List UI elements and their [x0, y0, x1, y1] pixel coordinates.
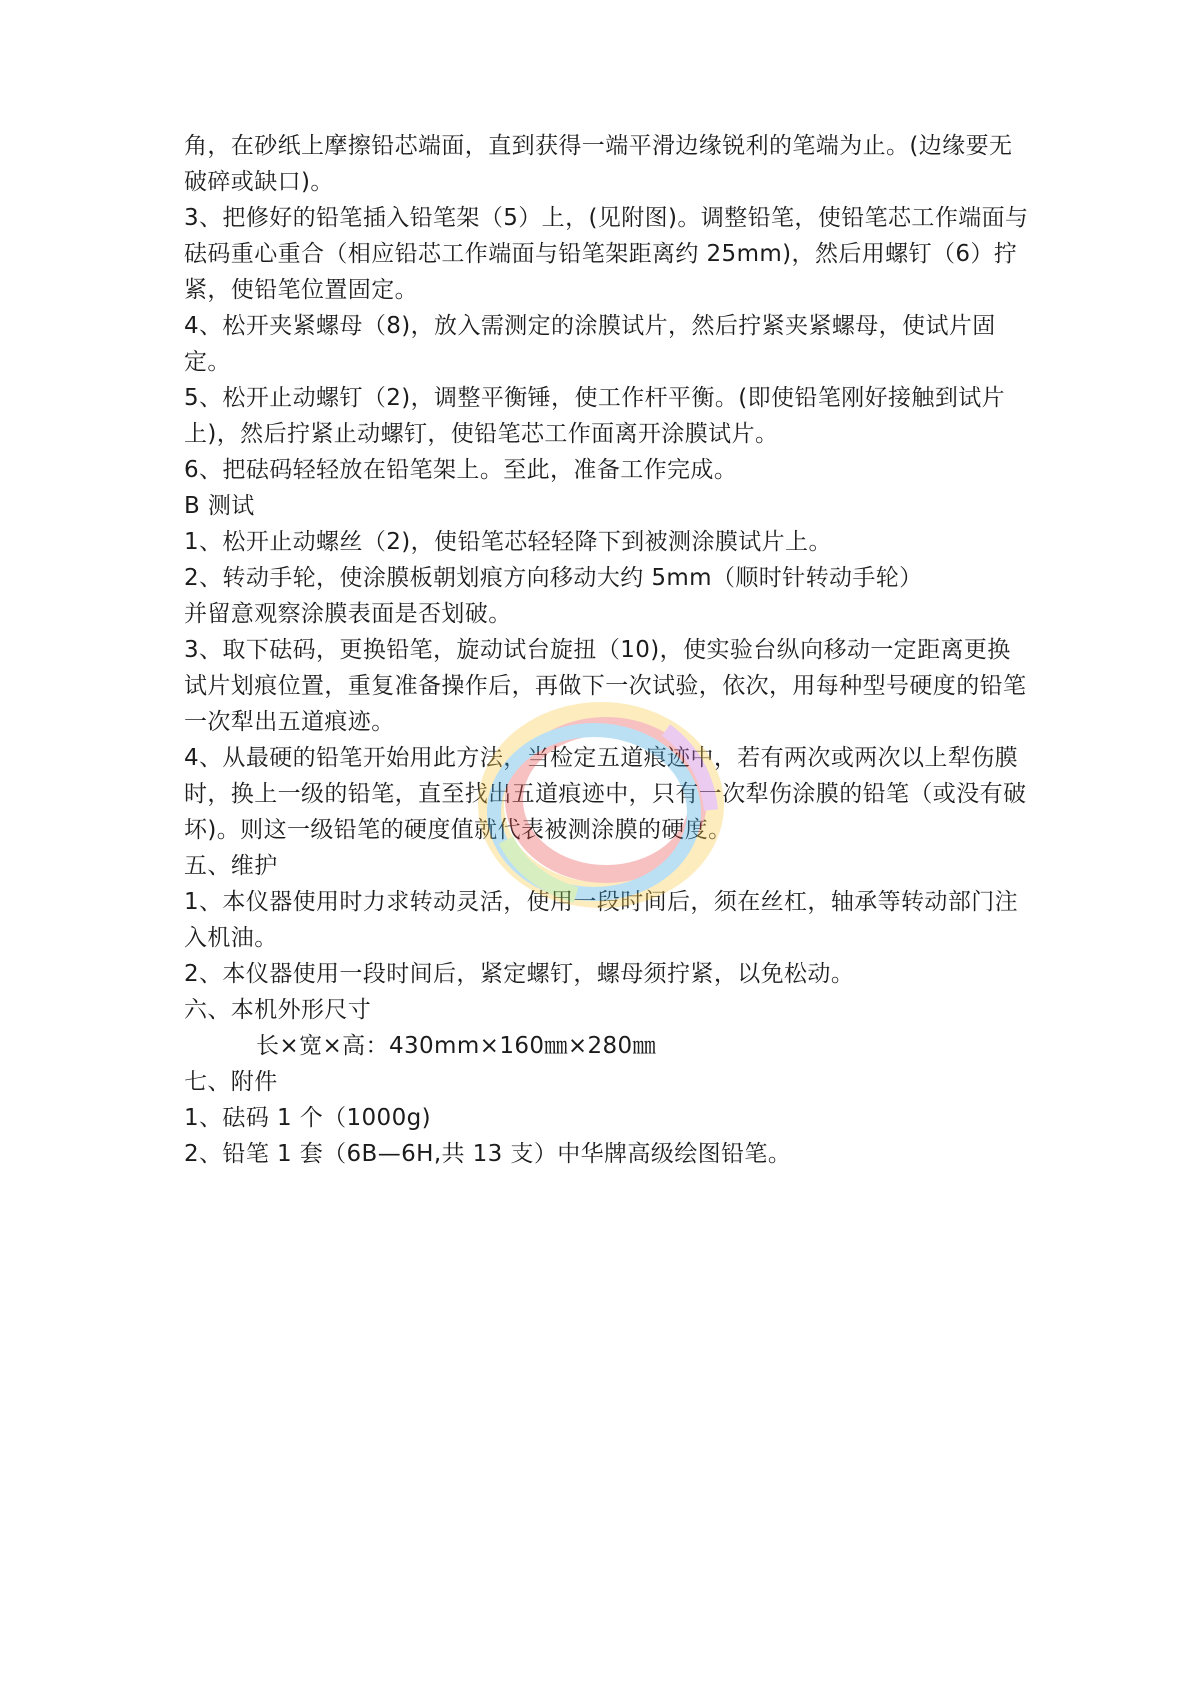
paragraph-maintenance-2: 2、本仪器使用一段时间后，紧定螺钉，螺母须拧紧，以免松动。 [184, 961, 855, 987]
section-heading-accessories: 七、附件 [184, 1069, 278, 1095]
paragraph-step-4-loosen-nut: 4、松开夹紧螺母（8)，放入需测定的涂膜试片，然后拧紧夹紧螺母，使试片固定。 [184, 313, 996, 375]
paragraph-test-2-continued: 并留意观察涂膜表面是否划破。 [184, 601, 512, 627]
paragraph-test-2: 2、转动手轮，使涂膜板朝划痕方向移动大约 5mm（顺时针转动手轮） [184, 565, 923, 591]
paragraph-step-5-balance: 5、松开止动螺钉（2)，调整平衡锤，使工作杆平衡。(即使铅笔刚好接触到试片上)，然后拧紧止动螺钉，使铅笔芯工作面离开涂膜试片。 [184, 385, 1006, 447]
paragraph-dimensions: 长×宽×高：430mm×160㎜×280㎜ [256, 1033, 656, 1059]
section-heading-dimensions: 六、本机外形尺寸 [184, 997, 372, 1023]
paragraph-step-3-insert-pencil: 3、把修好的铅笔插入铅笔架（5）上，(见附图)。调整铅笔，使铅笔芯工作端面与砝码重心重合（相应铅芯工作端面与铅笔架距离约 25mm)，然后用螺钉（6）拧紧，使铅笔位置固定。 [184, 205, 1029, 303]
section-heading-test: B 测试 [184, 493, 255, 519]
document-body [184, 128, 1034, 1172]
paragraph-test-1: 1、松开止动螺丝（2)，使铅笔芯轻轻降下到被测涂膜试片上。 [184, 529, 832, 555]
paragraph-sharpen-end: 角，在砂纸上摩擦铅芯端面，直到获得一端平滑边缘锐利的笔端为止。(边缘要无破碎或缺口)。 [184, 133, 1013, 195]
paragraph-accessory-1: 1、砝码 1 个（1000g) [184, 1105, 431, 1131]
paragraph-test-3: 3、取下砝码，更换铅笔，旋动试台旋扭（10)，使实验台纵向移动一定距离更换试片划痕位置，重复准备操作后，再做下一次试验，依次，用每种型号硬度的铅笔一次犁出五道痕迹。 [184, 637, 1027, 735]
section-heading-maintenance: 五、维护 [184, 853, 278, 879]
paragraph-step-6-weight: 6、把砝码轻轻放在铅笔架上。至此，准备工作完成。 [184, 457, 738, 483]
paragraph-accessory-2: 2、铅笔 1 套（6B—6H,共 13 支）中华牌高级绘图铅笔。 [184, 1141, 792, 1167]
paragraph-test-4: 4、从最硬的铅笔开始用此方法，当检定五道痕迹中，若有两次或两次以上犁伤膜时，换上一级的铅笔，直至找出五道痕迹中，只有一次犁伤涂膜的铅笔（或没有破坏)。则这一级铅笔的硬度值就代表被测涂膜的硬度。 [184, 745, 1027, 843]
paragraph-maintenance-1: 1、本仪器使用时力求转动灵活，使用一段时间后，须在丝杠，轴承等转动部门注入机油。 [184, 889, 1019, 951]
